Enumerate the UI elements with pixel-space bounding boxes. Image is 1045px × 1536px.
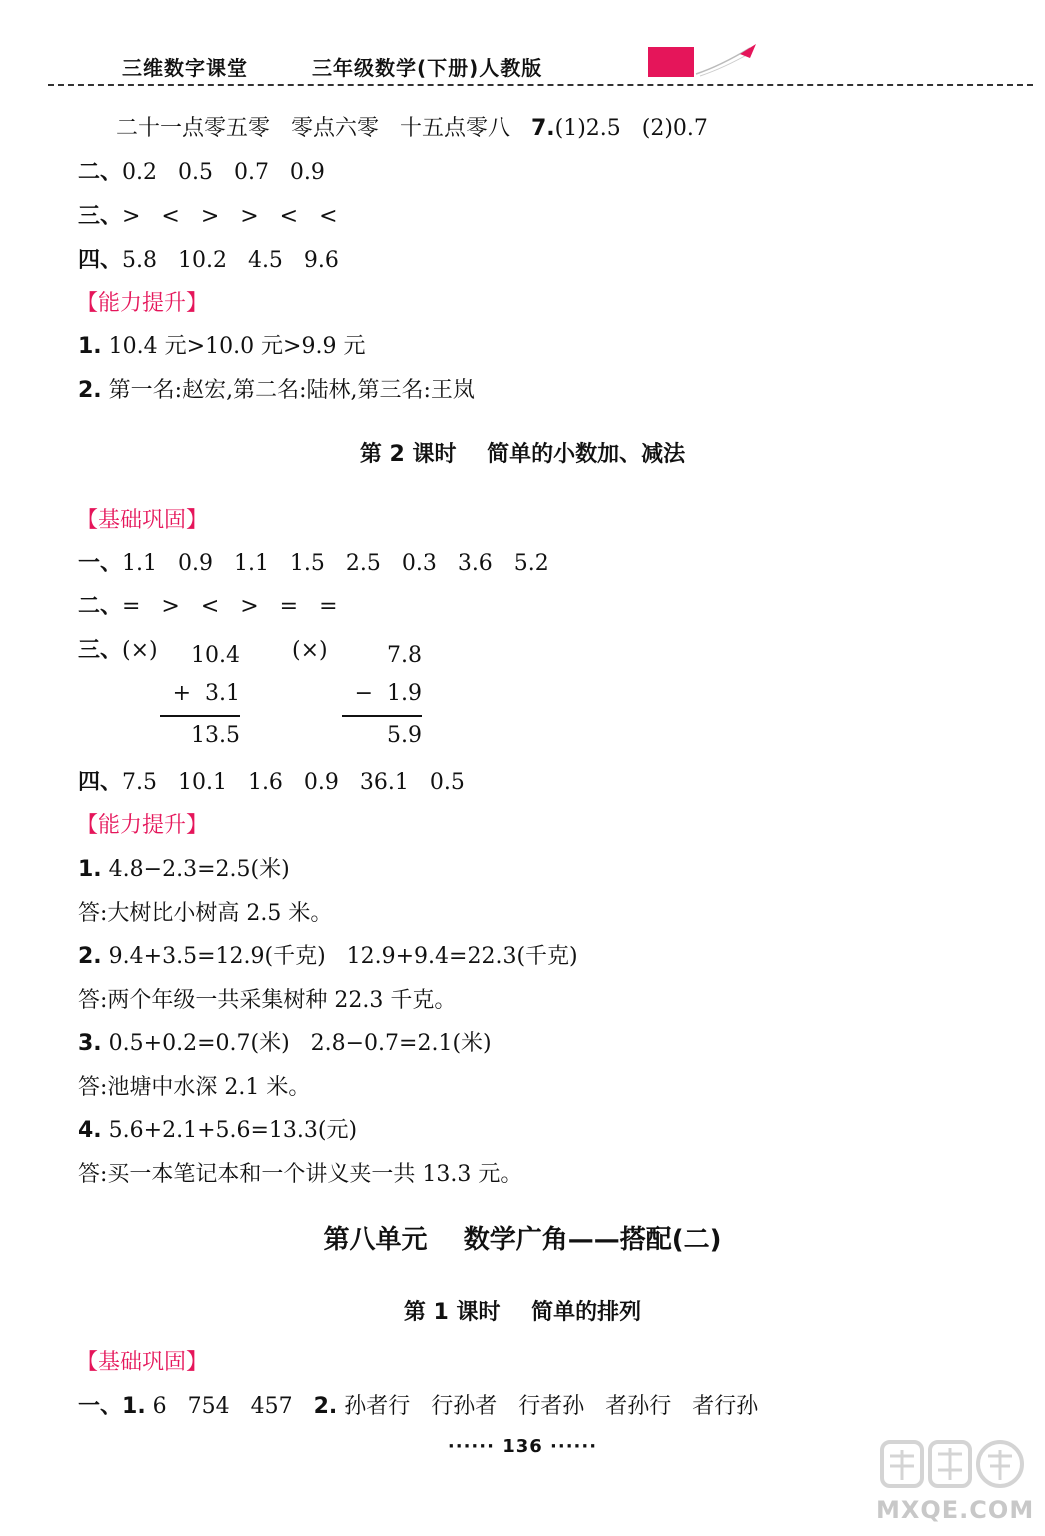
rocket-icon <box>690 40 760 80</box>
answer-line: 二十一点零五零 零点六零 十五点零八 7.(1)2.5 (2)0.7 <box>116 116 708 141</box>
watermark-logo-icon <box>878 1436 1028 1492</box>
answer-line: 三、(×) <box>78 638 158 663</box>
answer-line: 二、= > < > = = <box>78 594 338 619</box>
calc-operand: 10.4 <box>191 643 240 668</box>
lesson-title: 第 1 课时 简单的排列 <box>403 1300 642 1325</box>
unit-title: 第八单元 数学广角——搭配(二) <box>323 1225 722 1255</box>
book-title: 三年级数学(下册)人教版 <box>312 56 543 80</box>
answer-line: 四、7.5 10.1 1.6 0.9 36.1 0.5 <box>78 770 465 795</box>
answer-line: 二、0.2 0.5 0.7 0.9 <box>78 160 325 185</box>
judgement-mark: (×) <box>292 638 328 663</box>
answer-sentence: 答:池塘中水深 2.1 米。 <box>78 1075 311 1100</box>
section-tag: 【能力提升】 <box>76 291 209 316</box>
lesson-title: 第 2 课时 简单的小数加、减法 <box>359 442 686 467</box>
answer-sentence: 答:买一本笔记本和一个讲义夹一共 13.3 元。 <box>78 1162 523 1187</box>
page-header <box>0 0 1045 90</box>
vertical-subtraction <box>342 637 422 755</box>
calc-operand: + 3.1 <box>172 681 240 706</box>
watermark-text: MXQE.COM <box>876 1496 1035 1524</box>
answer-line: 3. 0.5+0.2=0.7(米) 2.8−0.7=2.1(米) <box>78 1031 492 1056</box>
answer-line: 4. 5.6+2.1+5.6=13.3(元) <box>78 1118 358 1143</box>
section-tag: 【基础巩固】 <box>76 1350 209 1375</box>
calc-result: 5.9 <box>387 723 422 748</box>
header-badge <box>648 47 694 77</box>
header-divider <box>48 84 1033 86</box>
answer-sentence: 答:两个年级一共采集树种 22.3 千克。 <box>78 988 457 1013</box>
calc-operand: 7.8 <box>387 643 422 668</box>
answer-line: 1. 4.8−2.3=2.5(米) <box>78 857 290 882</box>
answer-line: 三、> < > > < < <box>78 204 338 229</box>
watermark <box>870 1432 1035 1527</box>
answer-line: 1. 10.4 元>10.0 元>9.9 元 <box>78 334 366 359</box>
answer-sentence: 答:大树比小树高 2.5 米。 <box>78 901 333 926</box>
section-tag: 【能力提升】 <box>76 813 209 838</box>
answer-line: 2. 第一名:赵宏,第二名:陆林,第三名:王岚 <box>78 378 475 403</box>
answer-line: 一、1. 6 754 457 2. 孙者行 行孙者 行者孙 者孙行 者行孙 <box>78 1394 759 1419</box>
answer-line: 四、5.8 10.2 4.5 9.6 <box>78 248 339 273</box>
calc-result: 13.5 <box>191 723 240 748</box>
answer-line: 2. 9.4+3.5=12.9(千克) 12.9+9.4=22.3(千克) <box>78 944 578 969</box>
section-tag: 【基础巩固】 <box>76 508 209 533</box>
answer-line: 一、1.1 0.9 1.1 1.5 2.5 0.3 3.6 5.2 <box>78 551 549 576</box>
calc-operand: − 1.9 <box>354 681 422 706</box>
page-number: ······ 136 ······ <box>447 1436 598 1457</box>
vertical-addition <box>160 637 240 755</box>
series-title: 三维数字课堂 <box>122 56 248 80</box>
